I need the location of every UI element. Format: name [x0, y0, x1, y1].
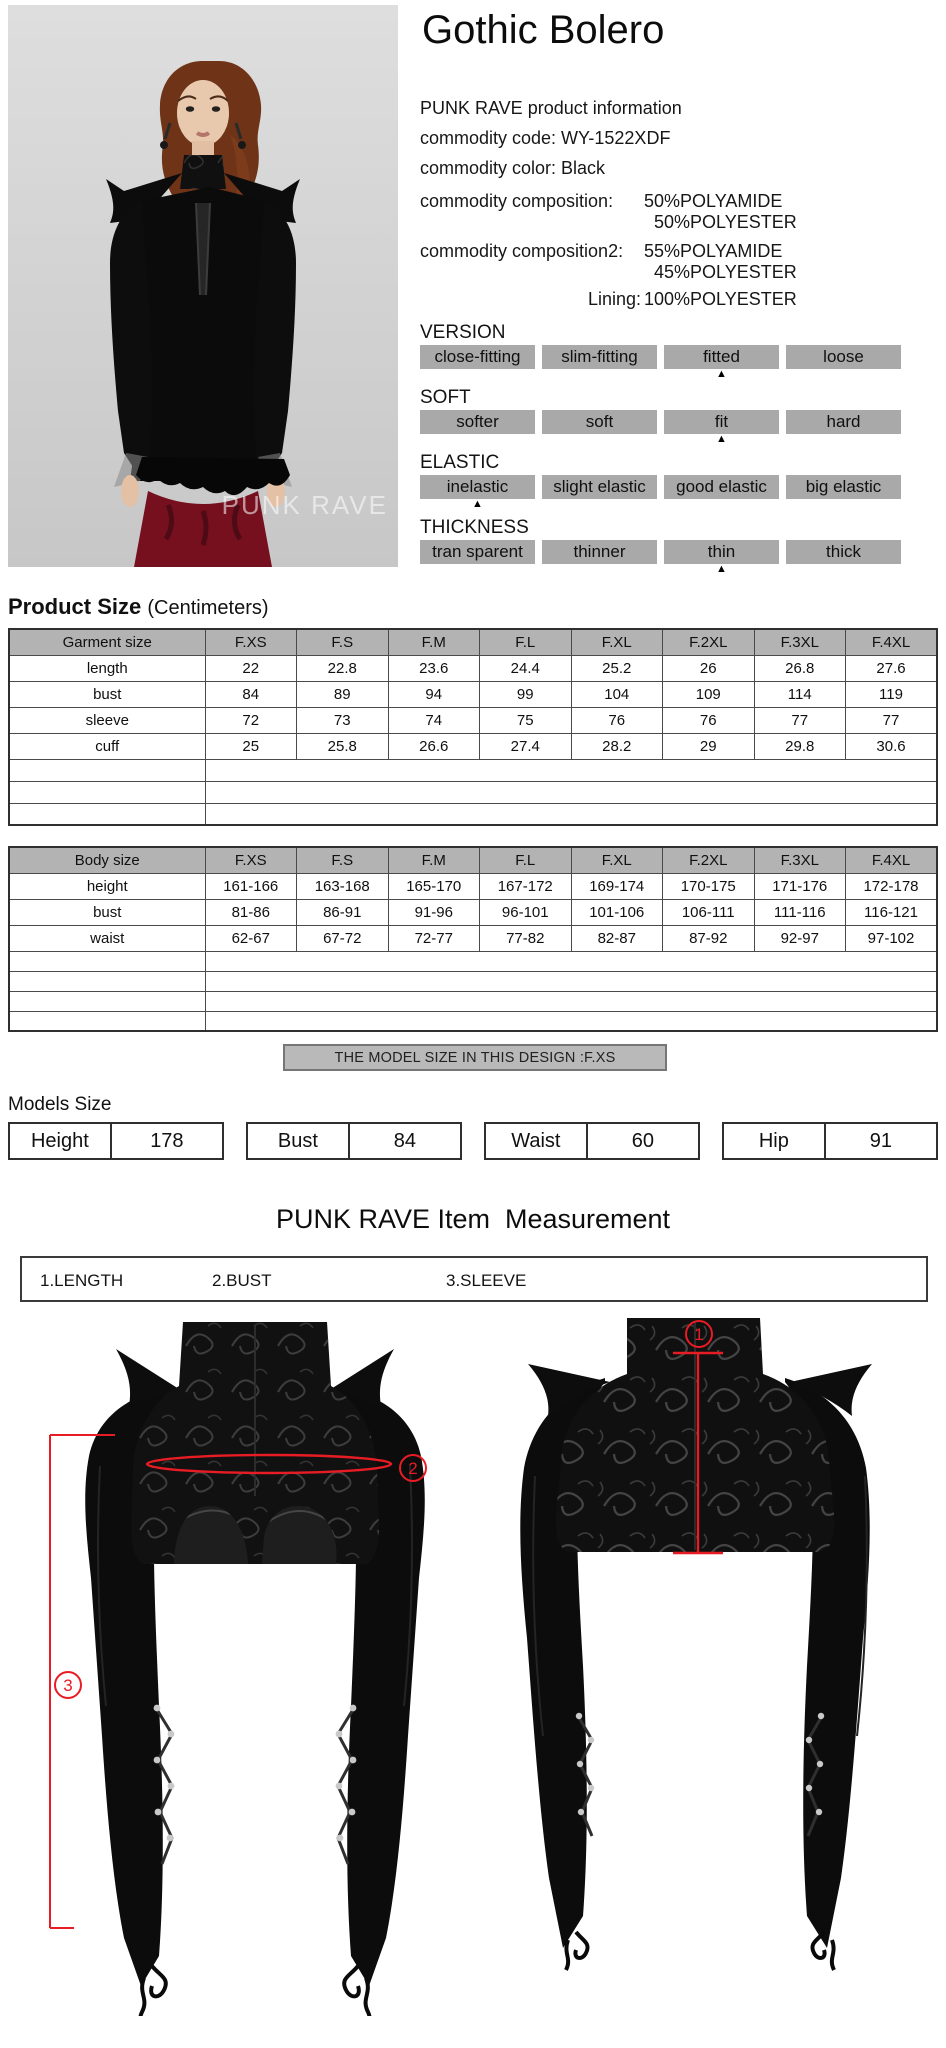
lining-label: Lining: — [587, 289, 641, 309]
model-photo — [8, 5, 398, 567]
size-value: 119 — [846, 681, 938, 707]
size-value: 170-175 — [663, 873, 755, 899]
row-label: length — [9, 655, 205, 681]
lining-row — [420, 289, 936, 310]
empty-row — [9, 1011, 937, 1031]
size-value: 76 — [663, 707, 755, 733]
legend-item-2: 2.BUST — [212, 1271, 272, 1290]
composition1-value-2: 50%POLYESTER — [654, 212, 797, 232]
legend-item-1: 1.LENGTH — [40, 1271, 124, 1290]
selected-marker-row — [420, 499, 936, 511]
attribute-options — [420, 540, 936, 564]
model-measure-box-bust — [246, 1122, 462, 1160]
size-value: 99 — [480, 681, 572, 707]
size-value: 24.4 — [480, 655, 572, 681]
size-value: 77 — [754, 707, 846, 733]
attribute-group-thickness — [420, 517, 936, 576]
selected-marker-row — [420, 369, 936, 381]
attribute-group-version — [420, 322, 936, 381]
composition2-value-1: 55%POLYAMIDE — [644, 241, 783, 261]
size-value: 84 — [205, 681, 297, 707]
empty-cell — [9, 971, 205, 991]
size-value: 72-77 — [388, 925, 480, 951]
composition1-row — [420, 191, 936, 233]
models-size-row — [8, 1122, 938, 1160]
attribute-group-elastic — [420, 452, 936, 511]
table-row — [9, 681, 937, 707]
attribute-option: slight elastic — [542, 475, 657, 499]
attribute-option: big elastic — [786, 475, 901, 499]
measure-label: Bust — [248, 1124, 350, 1158]
size-value: 106-111 — [663, 899, 755, 925]
composition2-value-2: 45%POLYESTER — [654, 262, 797, 282]
size-value: 91-96 — [388, 899, 480, 925]
model-measure-box-waist — [484, 1122, 700, 1160]
size-value: 77-82 — [480, 925, 572, 951]
size-value: 86-91 — [297, 899, 389, 925]
table-row — [9, 899, 937, 925]
column-header: F.XL — [571, 847, 663, 873]
row-label: height — [9, 873, 205, 899]
size-value: 76 — [571, 707, 663, 733]
size-value: 22.8 — [297, 655, 389, 681]
empty-cell — [9, 759, 205, 781]
attribute-group-soft — [420, 387, 936, 446]
empty-cell — [205, 759, 937, 781]
empty-cell — [205, 803, 937, 825]
column-header: F.M — [388, 629, 480, 655]
commodity-color-line: commodity color: Black — [420, 158, 606, 178]
empty-cell — [9, 1011, 205, 1031]
size-value: 26 — [663, 655, 755, 681]
attribute-option: thick — [786, 540, 901, 564]
table-header-row — [9, 629, 937, 655]
composition1-value-1: 50%POLYAMIDE — [644, 191, 783, 211]
table-row — [9, 925, 937, 951]
size-heading-unit: (Centimeters) — [147, 597, 269, 619]
size-value: 165-170 — [388, 873, 480, 899]
measure-label: Waist — [486, 1124, 588, 1158]
size-value: 27.4 — [480, 733, 572, 759]
size-value: 94 — [388, 681, 480, 707]
attribute-label: VERSION — [420, 322, 506, 343]
column-header: F.XS — [205, 847, 297, 873]
row-label: bust — [9, 681, 205, 707]
size-value: 73 — [297, 707, 389, 733]
empty-cell — [205, 781, 937, 803]
size-value: 96-101 — [480, 899, 572, 925]
empty-cell — [9, 991, 205, 1011]
sleeve-marker-number: 3 — [63, 1676, 73, 1695]
empty-row — [9, 951, 937, 971]
attribute-option: soft — [542, 410, 657, 434]
size-value: 72 — [205, 707, 297, 733]
selected-marker-row — [420, 564, 936, 576]
size-value: 167-172 — [480, 873, 572, 899]
selected-marker-row — [420, 434, 936, 446]
table-header-row — [9, 847, 937, 873]
photo-watermark: PUNK RAVE — [221, 490, 388, 520]
attribute-label: ELASTIC — [420, 452, 500, 473]
column-header: F.S — [297, 847, 389, 873]
column-header: F.4XL — [846, 847, 938, 873]
size-value: 74 — [388, 707, 480, 733]
size-value: 92-97 — [754, 925, 846, 951]
attribute-option: good elastic — [664, 475, 779, 499]
attribute-options — [420, 345, 936, 369]
composition1-label: commodity composition: — [420, 191, 614, 211]
body-size-table — [8, 846, 938, 1032]
bust-marker-number: 2 — [408, 1459, 418, 1478]
column-header: F.S — [297, 629, 389, 655]
lining-value: 100%POLYESTER — [644, 289, 797, 309]
size-value: 161-166 — [205, 873, 297, 899]
table-row — [9, 733, 937, 759]
measure-value: 91 — [869, 1129, 892, 1152]
selected-marker-icon: ▲ — [716, 563, 727, 575]
info-header: PUNK RAVE product information — [420, 98, 682, 118]
size-value: 163-168 — [297, 873, 389, 899]
column-header: F.3XL — [754, 629, 846, 655]
attribute-option-selected: fit — [664, 410, 779, 434]
measure-label: Height — [10, 1124, 112, 1158]
size-value: 22 — [205, 655, 297, 681]
empty-row — [9, 759, 937, 781]
attribute-option: hard — [786, 410, 901, 434]
size-value: 111-116 — [754, 899, 846, 925]
measurement-heading: PUNK RAVE Item Measurement — [275, 1204, 671, 1234]
size-value: 62-67 — [205, 925, 297, 951]
attribute-option: loose — [786, 345, 901, 369]
column-header: F.2XL — [663, 629, 755, 655]
size-value: 30.6 — [846, 733, 938, 759]
composition2-label: commodity composition2: — [420, 241, 624, 261]
size-value: 67-72 — [297, 925, 389, 951]
size-value: 109 — [663, 681, 755, 707]
column-header: F.4XL — [846, 629, 938, 655]
table-row — [9, 655, 937, 681]
size-value: 116-121 — [846, 899, 938, 925]
size-value: 82-87 — [571, 925, 663, 951]
page-title: Gothic Bolero — [422, 8, 665, 52]
empty-cell — [205, 971, 937, 991]
size-value: 97-102 — [846, 925, 938, 951]
size-value: 114 — [754, 681, 846, 707]
measure-value: 60 — [631, 1129, 654, 1152]
size-value: 89 — [297, 681, 389, 707]
size-value: 26.8 — [754, 655, 846, 681]
empty-row — [9, 991, 937, 1011]
legend-item-3: 3.SLEEVE — [446, 1271, 527, 1290]
size-value: 29.8 — [754, 733, 846, 759]
model-measure-box-height — [8, 1122, 224, 1160]
column-header: F.XL — [571, 629, 663, 655]
attribute-option-selected: inelastic — [420, 475, 535, 499]
size-value: 171-176 — [754, 873, 846, 899]
attribute-option-selected: thin — [664, 540, 779, 564]
row-label: bust — [9, 899, 205, 925]
size-value: 87-92 — [663, 925, 755, 951]
attribute-option: softer — [420, 410, 535, 434]
column-header: Body size — [9, 847, 205, 873]
commodity-code-line: commodity code: WY-1522XDF — [420, 128, 671, 148]
column-header: F.L — [480, 629, 572, 655]
models-size-heading: Models Size — [8, 1094, 112, 1115]
garment-size-table — [8, 628, 938, 826]
attribute-option-selected: fitted — [664, 345, 779, 369]
size-value: 101-106 — [571, 899, 663, 925]
size-value: 23.6 — [388, 655, 480, 681]
empty-cell — [205, 991, 937, 1011]
attribute-scales — [420, 322, 936, 576]
empty-cell — [205, 951, 937, 971]
garment-back-view — [490, 1316, 910, 1981]
column-header: F.2XL — [663, 847, 755, 873]
size-value: 81-86 — [205, 899, 297, 925]
empty-cell — [9, 781, 205, 803]
empty-cell — [205, 1011, 937, 1031]
size-value: 25.8 — [297, 733, 389, 759]
attribute-label: THICKNESS — [420, 517, 529, 538]
size-value: 25.2 — [571, 655, 663, 681]
length-marker-number: 1 — [694, 1325, 704, 1344]
size-value: 26.6 — [388, 733, 480, 759]
size-value: 169-174 — [571, 873, 663, 899]
composition2-row — [420, 241, 936, 283]
size-value: 104 — [571, 681, 663, 707]
garment-front-view — [40, 1316, 470, 2021]
model-measure-box-hip — [722, 1122, 938, 1160]
product-info-column — [420, 0, 936, 582]
row-label: waist — [9, 925, 205, 951]
empty-row — [9, 971, 937, 991]
attribute-option: thinner — [542, 540, 657, 564]
attribute-options — [420, 410, 936, 434]
size-value: 28.2 — [571, 733, 663, 759]
empty-row — [9, 803, 937, 825]
table-row — [9, 873, 937, 899]
column-header: F.M — [388, 847, 480, 873]
column-header: Garment size — [9, 629, 205, 655]
selected-marker-icon: ▲ — [716, 368, 727, 380]
attribute-options — [420, 475, 936, 499]
column-header: F.XS — [205, 629, 297, 655]
attribute-option: tran sparent — [420, 540, 535, 564]
size-value: 75 — [480, 707, 572, 733]
measure-label: Hip — [724, 1124, 826, 1158]
model-size-note: THE MODEL SIZE IN THIS DESIGN :F.XS — [283, 1044, 667, 1071]
size-value: 29 — [663, 733, 755, 759]
size-section-heading — [8, 594, 269, 620]
column-header: F.L — [480, 847, 572, 873]
measurement-legend — [20, 1256, 928, 1302]
attribute-label: SOFT — [420, 387, 471, 408]
attribute-option: slim-fitting — [542, 345, 657, 369]
measure-value: 84 — [393, 1129, 416, 1152]
column-header: F.3XL — [754, 847, 846, 873]
size-value: 77 — [846, 707, 938, 733]
row-label: cuff — [9, 733, 205, 759]
row-label: sleeve — [9, 707, 205, 733]
empty-row — [9, 781, 937, 803]
size-value: 25 — [205, 733, 297, 759]
size-heading-bold: Product Size — [8, 594, 142, 619]
measure-value: 178 — [150, 1129, 184, 1152]
empty-cell — [9, 803, 205, 825]
empty-cell — [9, 951, 205, 971]
model-photo-illustration — [8, 5, 398, 567]
selected-marker-icon: ▲ — [716, 433, 727, 445]
size-value: 27.6 — [846, 655, 938, 681]
product-info-block — [420, 93, 936, 310]
selected-marker-icon: ▲ — [472, 498, 483, 510]
table-row — [9, 707, 937, 733]
size-value: 172-178 — [846, 873, 938, 899]
attribute-option: close-fitting — [420, 345, 535, 369]
